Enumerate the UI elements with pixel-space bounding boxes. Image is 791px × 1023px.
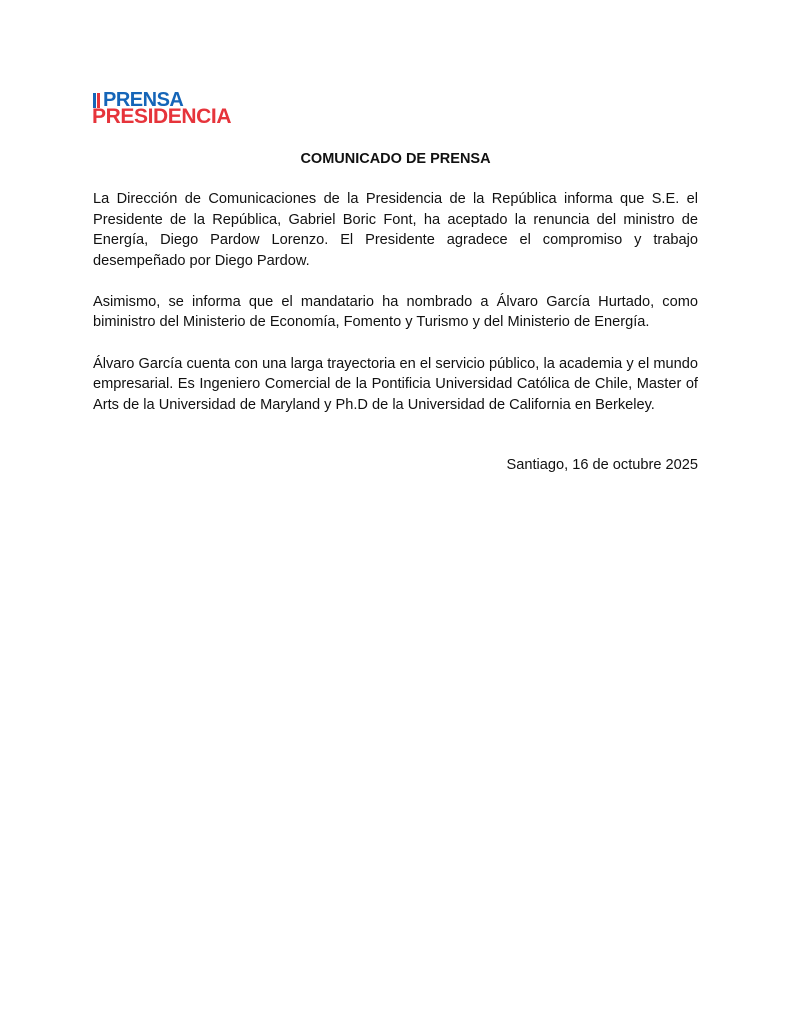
place-and-date: Santiago, 16 de octubre 2025 xyxy=(506,457,698,473)
paragraph-2: Asimismo, se informa que el mandatario ha nombrado a Álvaro García Hurtado, como biministro del Ministerio de Economía, Fomento y Turismo y del Ministerio de Energía. xyxy=(93,293,698,331)
paragraph-3: Álvaro García cuenta con una larga trayectoria en el servicio público, la academia y el mundo empresarial. Es Ingeniero Comercial de la Pontificia Universidad Católica de Chile, Master of Arts de la Universidad de Maryland y Ph.D de la Universidad de California en Berkeley. xyxy=(93,355,698,413)
document-body xyxy=(93,189,698,436)
logo-prensa-text: PRENSA xyxy=(103,89,184,111)
prensa-presidencia-logo xyxy=(92,89,244,128)
paragraph-1: La Dirección de Comunicaciones de la Presidencia de la República informa que S.E. el Presidente de la República, Gabriel Boric Font, ha aceptado la renuncia del ministro de Energía, Diego Pardow Lorenzo. El Presidente agradece el compromiso y trabajo desempeñado por Diego Pardow. xyxy=(93,191,698,269)
document-title: COMUNICADO DE PRENSA xyxy=(300,151,491,167)
logo-presidencia-text: PRESIDENCIA xyxy=(92,105,232,128)
